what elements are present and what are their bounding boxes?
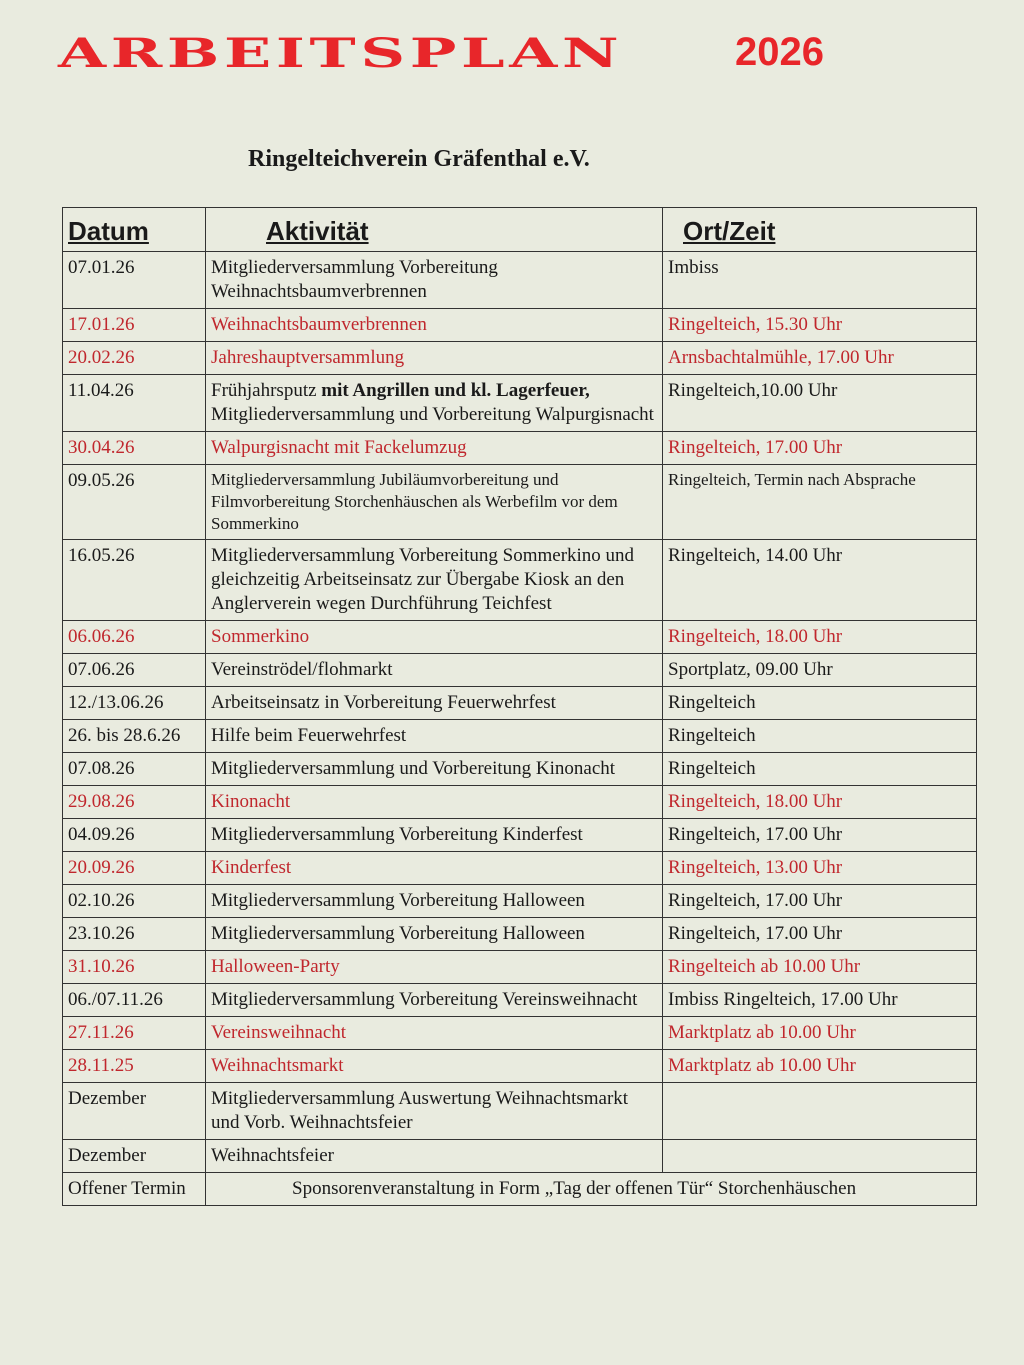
table-row bbox=[63, 720, 977, 753]
cell-activity: Mitgliederversammlung und Vorbereitung Kinonacht bbox=[206, 753, 663, 786]
cell-activity: Jahreshauptversammlung bbox=[206, 342, 663, 375]
table-row bbox=[63, 984, 977, 1017]
cell-place-time: Ringelteich, 17.00 Uhr bbox=[663, 885, 977, 918]
cell-date: 27.11.26 bbox=[63, 1017, 206, 1050]
cell-activity: Weihnachtsbaumverbrennen bbox=[206, 309, 663, 342]
table-row bbox=[63, 885, 977, 918]
cell-date: 11.04.26 bbox=[63, 375, 206, 432]
table-row bbox=[63, 1017, 977, 1050]
table-row bbox=[63, 309, 977, 342]
cell-place-time: Marktplatz ab 10.00 Uhr bbox=[663, 1050, 977, 1083]
cell-activity bbox=[206, 375, 663, 432]
cell-date: 12./13.06.26 bbox=[63, 687, 206, 720]
cell-date: Dezember bbox=[63, 1140, 206, 1173]
cell-activity: Weihnachtsmarkt bbox=[206, 1050, 663, 1083]
cell-activity: Mitgliederversammlung Vorbereitung Kinderfest bbox=[206, 819, 663, 852]
cell-place-time: Ringelteich bbox=[663, 687, 977, 720]
cell-place-time: Arnsbachtalmühle, 17.00 Uhr bbox=[663, 342, 977, 375]
table-row bbox=[63, 540, 977, 621]
organization-name: Ringelteichverein Gräfenthal e.V. bbox=[248, 146, 590, 172]
table-row bbox=[63, 375, 977, 432]
cell-activity: Halloween-Party bbox=[206, 951, 663, 984]
cell-date: 07.06.26 bbox=[63, 654, 206, 687]
table-row bbox=[63, 465, 977, 540]
cell-date: 31.10.26 bbox=[63, 951, 206, 984]
cell-date: 06.06.26 bbox=[63, 621, 206, 654]
cell-date: 16.05.26 bbox=[63, 540, 206, 621]
cell-activity: Mitgliederversammlung Jubiläumvorbereitung und Filmvorbereitung Storchenhäuschen als Werbefilm vor dem Sommerkino bbox=[206, 465, 663, 540]
cell-place-time: Ringelteich, 15.30 Uhr bbox=[663, 309, 977, 342]
table-row bbox=[63, 1050, 977, 1083]
document-title: ARBEITSPLAN bbox=[58, 30, 624, 77]
cell-place-time: Ringelteich, 17.00 Uhr bbox=[663, 432, 977, 465]
cell-date: 06./07.11.26 bbox=[63, 984, 206, 1017]
cell-date: 23.10.26 bbox=[63, 918, 206, 951]
cell-activity: Mitgliederversammlung Vorbereitung Weihnachtsbaumverbrennen bbox=[206, 252, 663, 309]
cell-date: Offener Termin bbox=[63, 1173, 206, 1206]
table-row bbox=[63, 687, 977, 720]
cell-place-time: Ringelteich, 18.00 Uhr bbox=[663, 786, 977, 819]
cell-date: 04.09.26 bbox=[63, 819, 206, 852]
cell-activity: Weihnachtsfeier bbox=[206, 1140, 663, 1173]
cell-place-time: Imbiss Ringelteich, 17.00 Uhr bbox=[663, 984, 977, 1017]
cell-activity: Kinderfest bbox=[206, 852, 663, 885]
cell-place-time bbox=[663, 1083, 977, 1140]
cell-activity: Mitgliederversammlung Vorbereitung Sommerkino und gleichzeitig Arbeitseinsatz zur Übergabe Kiosk an den Anglerverein wegen Durchführung Teichfest bbox=[206, 540, 663, 621]
cell-date: 26. bis 28.6.26 bbox=[63, 720, 206, 753]
table-row bbox=[63, 342, 977, 375]
cell-date: 29.08.26 bbox=[63, 786, 206, 819]
table-row bbox=[63, 918, 977, 951]
cell-place-time: Ringelteich, 13.00 Uhr bbox=[663, 852, 977, 885]
cell-date: Dezember bbox=[63, 1083, 206, 1140]
table-row bbox=[63, 951, 977, 984]
cell-place-time: Ringelteich, 14.00 Uhr bbox=[663, 540, 977, 621]
cell-place-time: Ringelteich ab 10.00 Uhr bbox=[663, 951, 977, 984]
cell-date: 02.10.26 bbox=[63, 885, 206, 918]
table-row bbox=[63, 1140, 977, 1173]
cell-date: 07.08.26 bbox=[63, 753, 206, 786]
table-row bbox=[63, 621, 977, 654]
cell-date: 20.09.26 bbox=[63, 852, 206, 885]
cell-place-time: Ringelteich, Termin nach Absprache bbox=[663, 465, 977, 540]
table-row bbox=[63, 1083, 977, 1140]
cell-place-time: Imbiss bbox=[663, 252, 977, 309]
cell-place-time: Sportplatz, 09.00 Uhr bbox=[663, 654, 977, 687]
table-row bbox=[63, 819, 977, 852]
column-header-place-time: Ort/Zeit bbox=[663, 208, 977, 252]
cell-activity: Vereinsweihnacht bbox=[206, 1017, 663, 1050]
cell-place-time bbox=[663, 1140, 977, 1173]
cell-place-time: Ringelteich, 17.00 Uhr bbox=[663, 918, 977, 951]
table-row bbox=[63, 432, 977, 465]
cell-place-time: Ringelteich, 18.00 Uhr bbox=[663, 621, 977, 654]
cell-place-time: Ringelteich,10.00 Uhr bbox=[663, 375, 977, 432]
table-header-row bbox=[63, 208, 977, 252]
cell-activity: Walpurgisnacht mit Fackelumzug bbox=[206, 432, 663, 465]
cell-activity: Sponsorenveranstaltung in Form „Tag der offenen Tür“ Storchenhäuschen bbox=[206, 1173, 977, 1206]
cell-place-time: Marktplatz ab 10.00 Uhr bbox=[663, 1017, 977, 1050]
activity-bold-text: mit Angrillen und kl. Lagerfeuer, bbox=[321, 380, 590, 401]
schedule-table bbox=[62, 207, 977, 1206]
cell-date: 20.02.26 bbox=[63, 342, 206, 375]
table-row-open-date bbox=[63, 1173, 977, 1206]
table-row bbox=[63, 786, 977, 819]
activity-text: Frühjahrsputz bbox=[211, 380, 322, 401]
cell-activity: Vereinströdel/flohmarkt bbox=[206, 654, 663, 687]
cell-date: 09.05.26 bbox=[63, 465, 206, 540]
table-row bbox=[63, 753, 977, 786]
cell-activity: Kinonacht bbox=[206, 786, 663, 819]
cell-activity: Mitgliederversammlung Vorbereitung Halloween bbox=[206, 918, 663, 951]
table-row bbox=[63, 852, 977, 885]
cell-activity: Arbeitseinsatz in Vorbereitung Feuerwehrfest bbox=[206, 687, 663, 720]
cell-date: 28.11.25 bbox=[63, 1050, 206, 1083]
cell-date: 30.04.26 bbox=[63, 432, 206, 465]
column-header-date: Datum bbox=[63, 208, 206, 252]
cell-activity: Mitgliederversammlung Auswertung Weihnachtsmarkt und Vorb. Weihnachtsfeier bbox=[206, 1083, 663, 1140]
cell-place-time: Ringelteich bbox=[663, 720, 977, 753]
cell-date: 17.01.26 bbox=[63, 309, 206, 342]
table-row bbox=[63, 654, 977, 687]
table-row bbox=[63, 252, 977, 309]
cell-place-time: Ringelteich bbox=[663, 753, 977, 786]
cell-activity: Mitgliederversammlung Vorbereitung Halloween bbox=[206, 885, 663, 918]
document-year: 2026 bbox=[735, 30, 824, 74]
cell-activity: Hilfe beim Feuerwehrfest bbox=[206, 720, 663, 753]
activity-text: Mitgliederversammlung und Vorbereitung Walpurgisnacht bbox=[211, 404, 654, 425]
cell-place-time: Ringelteich, 17.00 Uhr bbox=[663, 819, 977, 852]
cell-date: 07.01.26 bbox=[63, 252, 206, 309]
cell-activity: Sommerkino bbox=[206, 621, 663, 654]
column-header-activity: Aktivität bbox=[206, 208, 663, 252]
cell-activity: Mitgliederversammlung Vorbereitung Vereinsweihnacht bbox=[206, 984, 663, 1017]
